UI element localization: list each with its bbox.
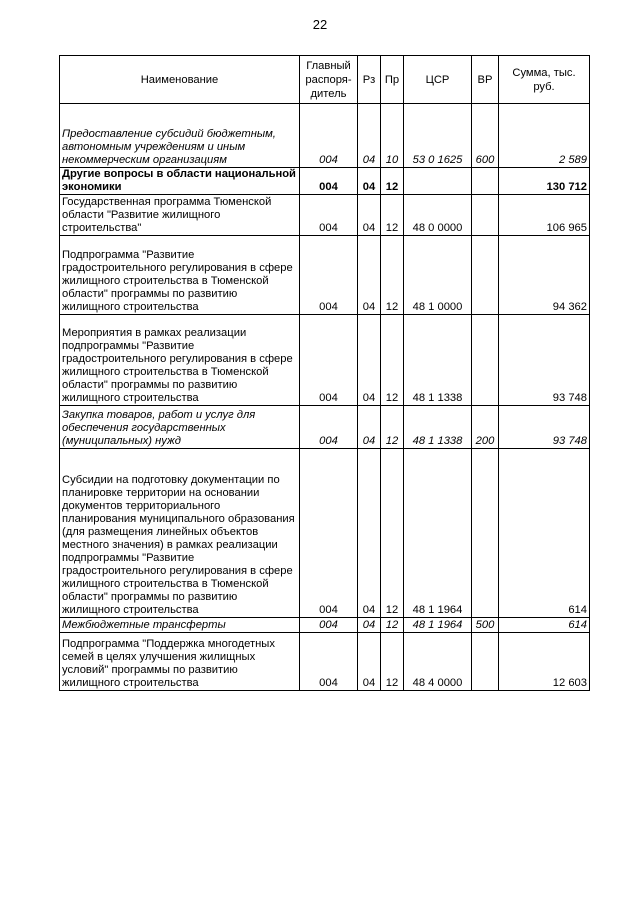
table-row [60,449,590,618]
row-pr: 12 [381,195,404,236]
row-name: Закупка товаров, работ и услуг для обеспечения государственных (муниципальных) нужд [60,406,300,449]
table-row [60,633,590,691]
header-csr: ЦСР [404,56,472,104]
row-rz: 04 [358,406,381,449]
row-rz: 04 [358,236,381,315]
header-name: Наименование [60,56,300,104]
table-row [60,168,590,195]
row-vr: 200 [472,406,499,449]
row-pr: 10 [381,104,404,168]
row-pr: 12 [381,236,404,315]
row-admin: 004 [300,633,358,691]
header-pr: Пр [381,56,404,104]
row-csr: 48 1 0000 [404,236,472,315]
table-row [60,104,590,168]
row-rz: 04 [358,315,381,406]
row-vr [472,236,499,315]
row-csr: 53 0 1625 [404,104,472,168]
page-number: 22 [312,17,328,32]
table-row [60,315,590,406]
row-sum: 12 603 [499,633,590,691]
row-sum: 614 [499,618,590,633]
row-admin: 004 [300,104,358,168]
row-csr: 48 1 1338 [404,315,472,406]
budget-table [59,55,590,691]
header-admin: Главный распоря-дитель [300,56,358,104]
row-vr [472,195,499,236]
row-admin: 004 [300,618,358,633]
row-admin: 004 [300,406,358,449]
row-rz: 04 [358,633,381,691]
row-vr [472,449,499,618]
row-pr: 12 [381,168,404,195]
row-sum: 614 [499,449,590,618]
row-rz: 04 [358,449,381,618]
table-row [60,618,590,633]
row-csr: 48 1 1338 [404,406,472,449]
row-vr: 600 [472,104,499,168]
row-name: Другие вопросы в области национальной экономики [60,168,300,195]
row-rz: 04 [358,195,381,236]
row-admin: 004 [300,195,358,236]
row-pr: 12 [381,618,404,633]
row-pr: 12 [381,315,404,406]
row-vr: 500 [472,618,499,633]
row-name: Предоставление субсидий бюджетным, автономным учреждениям и иным некоммерческим организациям [60,104,300,168]
row-name: Мероприятия в рамках реализации подпрограммы "Развитие градостроительного регулирования в сфере жилищного строительства в Тюменской области" программы по развитию жилищного строительства [60,315,300,406]
table-header-row [60,56,590,104]
row-rz: 04 [358,104,381,168]
row-csr: 48 4 0000 [404,633,472,691]
row-name: Межбюджетные трансферты [60,618,300,633]
row-pr: 12 [381,406,404,449]
row-name: Подпрограмма "Поддержка многодетных семей в целях улучшения жилищных условий" программы по развитию жилищного строительства [60,633,300,691]
row-pr: 12 [381,449,404,618]
table-row [60,195,590,236]
row-sum: 93 748 [499,406,590,449]
row-admin: 004 [300,236,358,315]
header-rz: Рз [358,56,381,104]
row-name: Государственная программа Тюменской области "Развитие жилищного строительства" [60,195,300,236]
header-sum: Сумма, тыс. руб. [499,56,590,104]
row-sum: 130 712 [499,168,590,195]
row-vr [472,633,499,691]
row-vr [472,168,499,195]
row-csr: 48 1 1964 [404,618,472,633]
row-sum: 106 965 [499,195,590,236]
row-sum: 93 748 [499,315,590,406]
table-row [60,406,590,449]
row-admin: 004 [300,315,358,406]
row-name: Субсидии на подготовку документации по планировке территории на основании документов территориального планирования муниципального образования (для размещения линейных объектов местного значения) в рамках реализации подпрограммы "Развитие градостроительного регулирования в сфере жилищного строительства в Тюменской области" программы по развитию жилищного строительства [60,449,300,618]
header-vr: ВР [472,56,499,104]
row-csr [404,168,472,195]
row-admin: 004 [300,168,358,195]
row-vr [472,315,499,406]
row-sum: 2 589 [499,104,590,168]
row-rz: 04 [358,168,381,195]
row-pr: 12 [381,633,404,691]
row-name: Подпрограмма "Развитие градостроительного регулирования в сфере жилищного строительства в Тюменской области" программы по развитию жилищного строительства [60,236,300,315]
table-row [60,236,590,315]
row-csr: 48 1 1964 [404,449,472,618]
row-csr: 48 0 0000 [404,195,472,236]
row-sum: 94 362 [499,236,590,315]
row-admin: 004 [300,449,358,618]
row-rz: 04 [358,618,381,633]
